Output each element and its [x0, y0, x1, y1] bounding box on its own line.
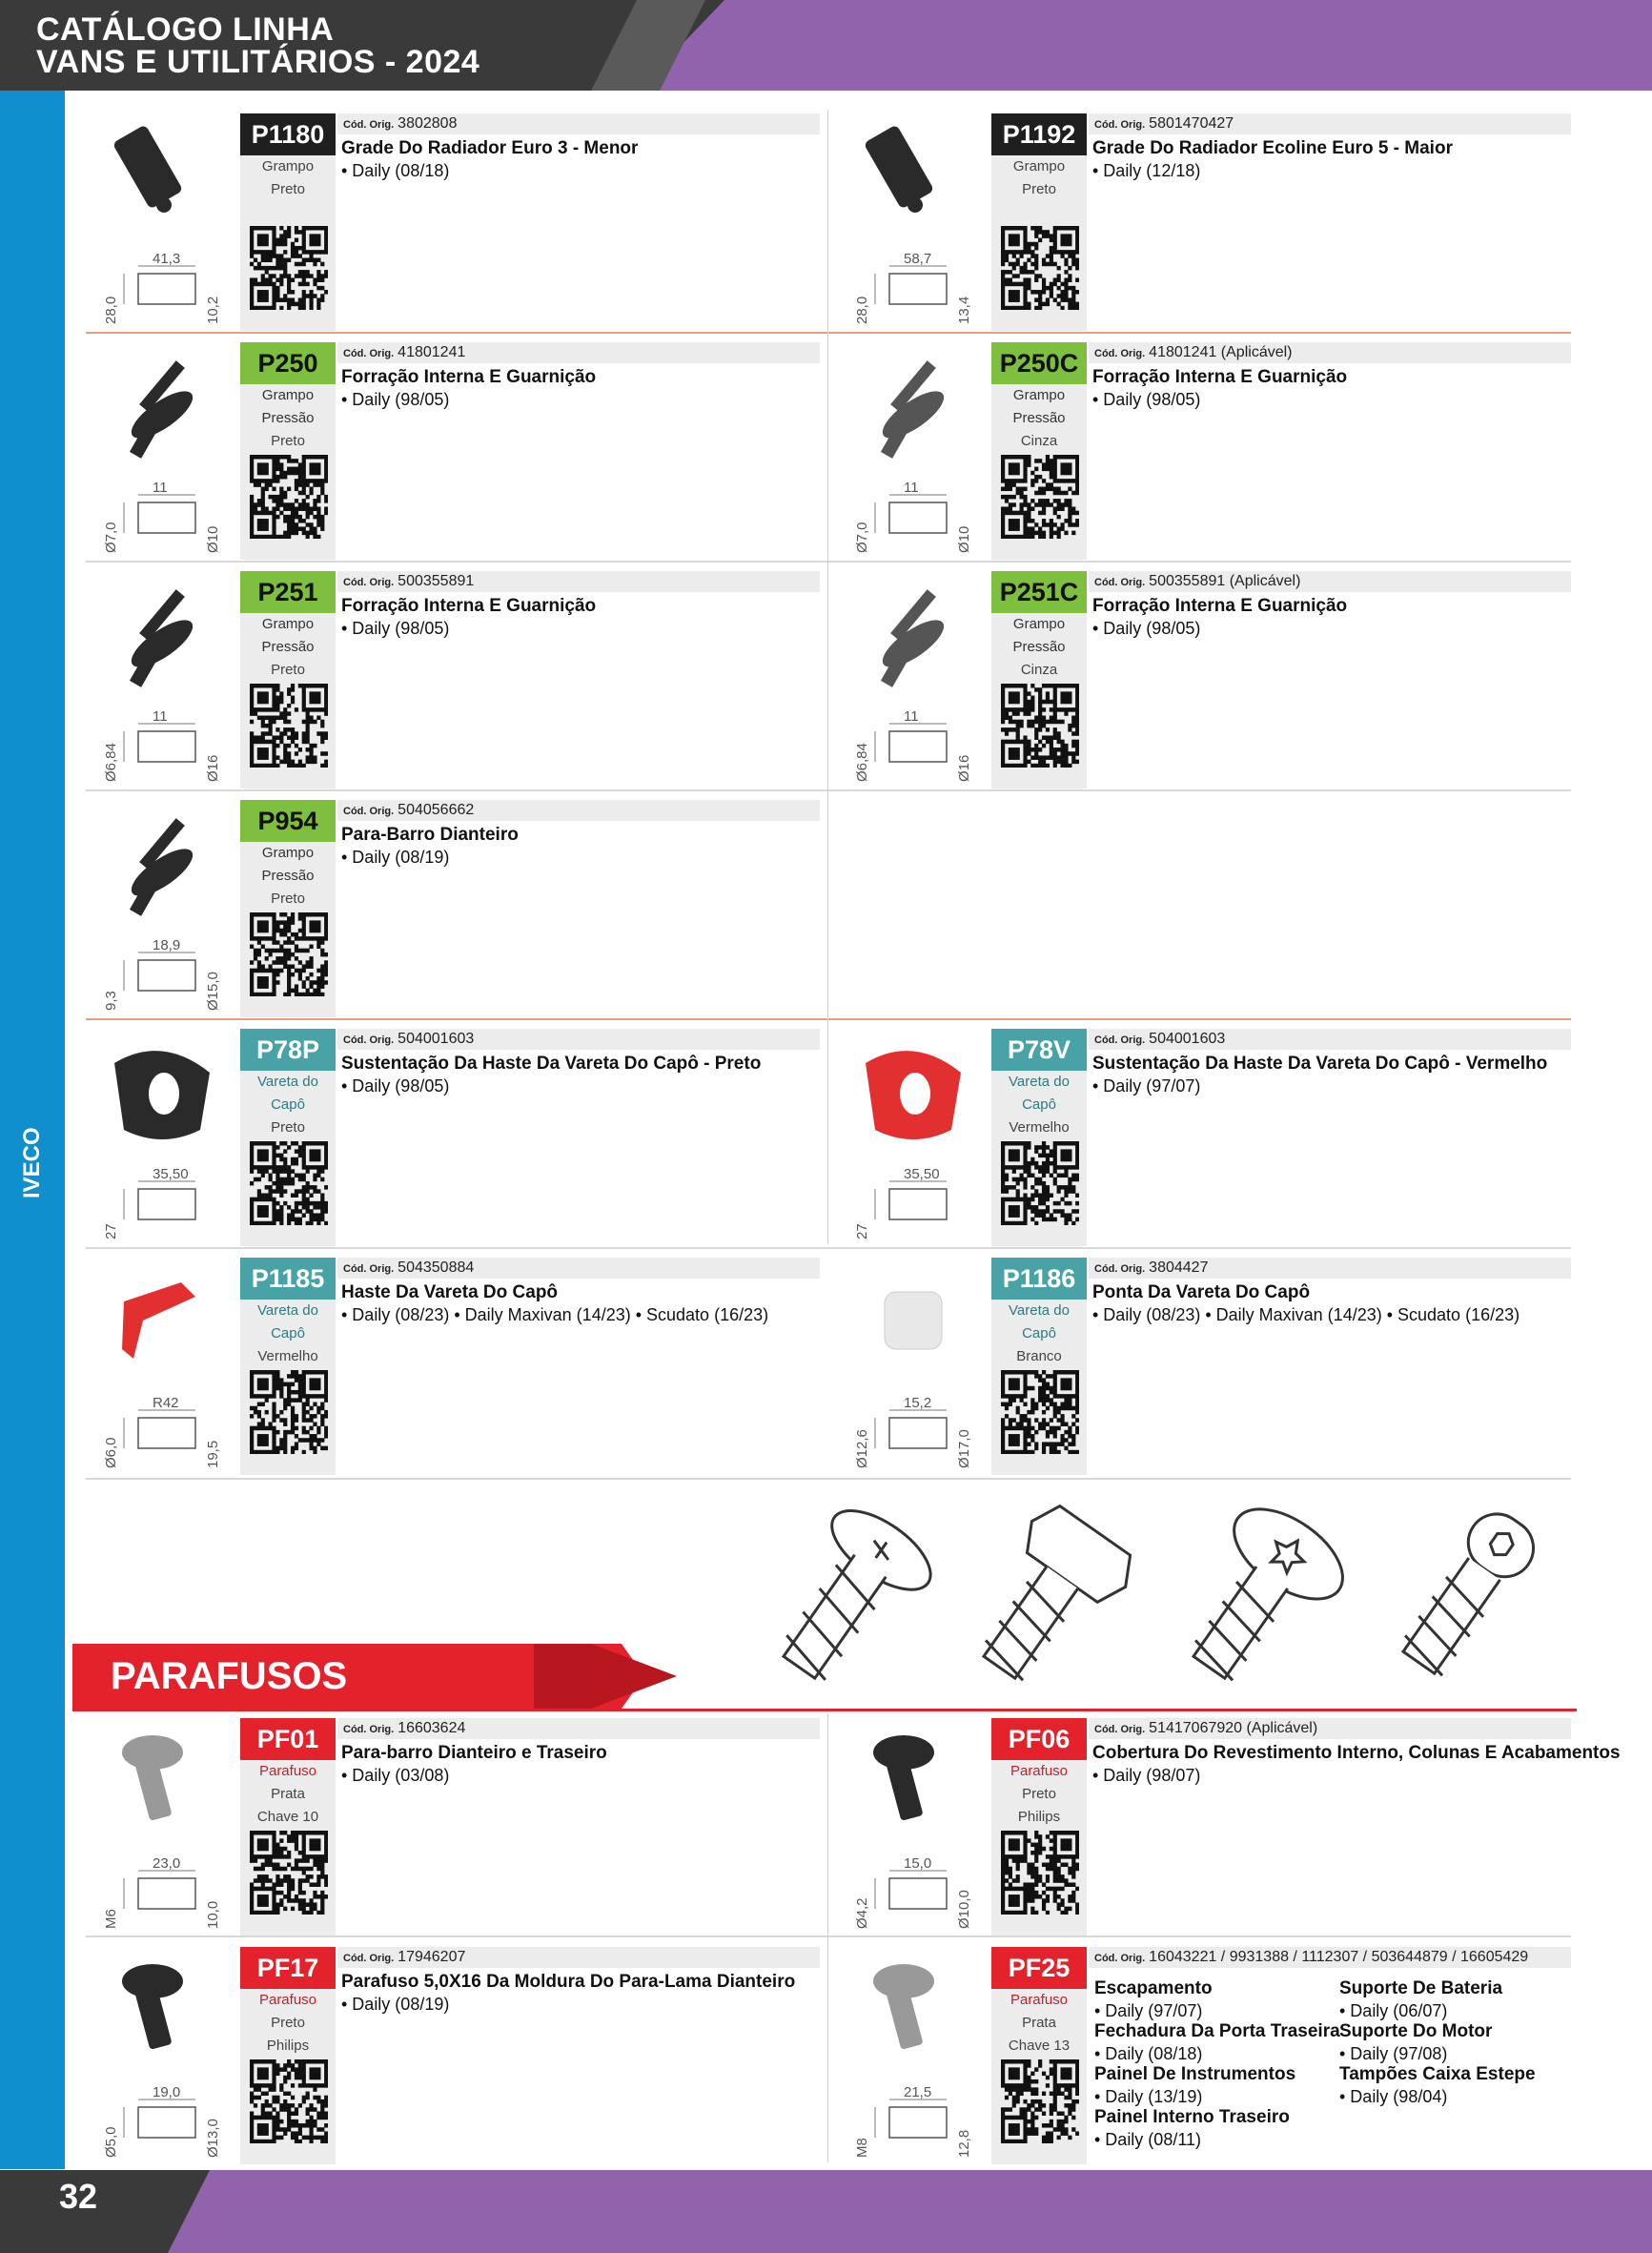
product-application: • Daily (08/23) • Daily Maxivan (14/23) • Scudato (16/23) — [341, 1305, 769, 1324]
qr-code[interactable] — [250, 1831, 328, 1915]
product-type: Parafuso — [258, 1992, 317, 2008]
product-color: Preto — [271, 433, 305, 449]
original-code-label: Cód. Orig. — [343, 1724, 395, 1735]
section-banner-accent — [534, 1644, 677, 1709]
product-code: PF17 — [240, 1947, 336, 1989]
original-code-value: 51417067920 (Aplicável) — [1149, 1720, 1318, 1736]
product-title: Parafuso 5,0X16 Da Moldura Do Para-Lama Dianteiro — [341, 1972, 796, 1992]
row-divider — [86, 1478, 1571, 1480]
original-code-label: Cód. Orig. — [1094, 577, 1146, 588]
catalog-title-line2: VANS E UTILITÁRIOS - 2024 — [36, 44, 480, 80]
original-code — [1089, 1258, 1571, 1279]
original-code — [1089, 113, 1571, 134]
dimension-label: 58,7 — [904, 251, 932, 267]
original-code-value: 41801241 (Aplicável) — [1149, 344, 1293, 360]
dimension-label: Ø17,0 — [956, 1429, 972, 1468]
product-application: • Daily (12/18) — [1092, 161, 1201, 180]
original-code-value: 16603624 — [398, 1720, 466, 1736]
dimension-label: Ø16 — [956, 754, 972, 782]
original-code — [337, 1718, 820, 1739]
original-code-value: 3804427 — [1149, 1260, 1209, 1276]
dimension-label: Ø10,0 — [956, 1890, 972, 1929]
product-title: Haste Da Vareta Do Capô — [341, 1282, 559, 1302]
application-title: Painel De Instrumentos — [1094, 2064, 1296, 2084]
product-code: P251 — [240, 571, 336, 613]
product-application: • Daily (98/07) — [1092, 1766, 1201, 1785]
original-code-label: Cód. Orig. — [343, 348, 395, 359]
qr-code[interactable] — [1001, 1831, 1079, 1915]
dimension-label: M6 — [103, 1909, 119, 1929]
original-code — [1089, 1029, 1571, 1050]
dimension-label: Ø5,0 — [103, 2126, 119, 2158]
qr-code[interactable] — [1001, 684, 1079, 768]
product-code: P250C — [991, 342, 1087, 384]
product-type: Vareta do Capô — [257, 1302, 318, 1342]
dimension-label: 13,4 — [956, 296, 972, 324]
section-underline — [72, 1709, 1577, 1711]
product-color: Prata — [1022, 2015, 1056, 2031]
product-type: Vareta do Capô — [257, 1074, 318, 1113]
product-type: Grampo Pressão — [261, 387, 315, 426]
product-image — [837, 1025, 989, 1246]
row-divider — [86, 789, 1571, 791]
catalog-title-line1: CATÁLOGO LINHA — [36, 11, 335, 48]
original-code-value: 504056662 — [398, 802, 475, 818]
dimension-label: 11 — [153, 708, 168, 725]
original-code — [1089, 1947, 1571, 1968]
product-image — [86, 1254, 238, 1475]
product-color: Preto — [271, 2015, 305, 2031]
product-title: Forração Interna E Guarnição — [341, 596, 597, 616]
product-extra: Chave 13 — [1008, 2038, 1071, 2054]
dimension-label: 10,2 — [205, 296, 221, 324]
product-type: Grampo Pressão — [1012, 616, 1066, 655]
dimension-label: 18,9 — [153, 937, 181, 953]
original-code — [337, 1258, 820, 1279]
product-code: P1185 — [240, 1258, 336, 1300]
qr-code[interactable] — [250, 2059, 328, 2143]
row-divider — [86, 332, 1571, 334]
qr-code[interactable] — [1001, 455, 1079, 539]
product-title: Sustentação Da Haste Da Vareta Do Capô - Vermelho — [1092, 1054, 1548, 1074]
product-card-p250 — [86, 338, 837, 560]
original-code-value: 504001603 — [398, 1031, 475, 1047]
product-title: Forração Interna E Guarnição — [1092, 596, 1348, 616]
qr-code[interactable] — [250, 226, 328, 310]
application-vehicle: • Daily (97/08) — [1339, 2043, 1448, 2063]
product-title: Para-barro Dianteiro e Traseiro — [341, 1743, 607, 1763]
product-title: Sustentação Da Haste Da Vareta Do Capô - Preto — [341, 1054, 762, 1074]
dimension-label: Ø12,6 — [854, 1429, 870, 1468]
product-application: • Daily (97/07) — [1092, 1076, 1201, 1096]
application-vehicle: • Daily (08/11) — [1094, 2129, 1202, 2149]
product-application: • Daily (98/05) — [1092, 390, 1201, 409]
brand-label: IVECO — [19, 1127, 45, 1198]
column-divider — [827, 1714, 828, 2162]
dimension-label: Ø6,0 — [103, 1437, 119, 1468]
catalog-title — [36, 13, 479, 78]
dimension-label: Ø13,0 — [205, 2119, 221, 2158]
original-code-value: 16043221 / 9931388 / 1112307 / 503644879 / 16605429 — [1149, 1949, 1529, 1965]
page-number: 32 — [59, 2177, 98, 2216]
product-type: Grampo — [261, 158, 315, 174]
product-type: Grampo Pressão — [1012, 387, 1066, 426]
product-type: Vareta do Capô — [1009, 1074, 1070, 1113]
product-image — [837, 110, 989, 331]
product-image — [837, 1943, 989, 2164]
product-color: Vermelho — [1009, 1119, 1070, 1136]
product-type: Vareta do Capô — [1009, 1302, 1070, 1342]
product-card-p250c — [837, 338, 1588, 560]
product-title: Cobertura Do Revestimento Interno, Colunas E Acabamentos — [1092, 1743, 1621, 1763]
dimension-label: R42 — [153, 1395, 179, 1411]
product-title: Forração Interna E Guarnição — [341, 367, 597, 387]
product-application: • Daily (08/19) — [341, 848, 450, 867]
dimension-label: Ø10 — [956, 525, 972, 553]
original-code-value: 3802808 — [398, 115, 458, 132]
product-extra: Chave 10 — [256, 1809, 319, 1825]
product-code: P1180 — [240, 113, 336, 155]
application-title: Fechadura Da Porta Traseira — [1094, 2021, 1340, 2041]
page-footer — [0, 2170, 1652, 2253]
product-image — [86, 110, 238, 331]
dimension-label: 28,0 — [854, 296, 870, 324]
product-type: Grampo Pressão — [261, 845, 315, 884]
original-code-label: Cód. Orig. — [1094, 348, 1146, 359]
product-extra: Philips — [1017, 1809, 1061, 1825]
dimension-label: Ø7,0 — [103, 522, 119, 553]
product-card-pf06 — [837, 1714, 1621, 1936]
original-code-value: 41801241 — [398, 344, 466, 360]
dimension-label: 9,3 — [103, 991, 119, 1011]
original-code — [337, 1029, 820, 1050]
product-type: Parafuso — [1010, 1992, 1069, 2008]
dimension-label: 11 — [904, 708, 919, 725]
dimension-label: 10,0 — [205, 1900, 221, 1929]
qr-code[interactable] — [1001, 1141, 1079, 1225]
qr-code[interactable] — [1001, 2059, 1079, 2143]
original-code — [337, 113, 820, 134]
qr-code[interactable] — [250, 1370, 328, 1454]
product-card-p251 — [86, 567, 837, 789]
original-code-label: Cód. Orig. — [1094, 1034, 1146, 1046]
row-divider — [86, 561, 1571, 563]
dimension-label: 11 — [904, 480, 919, 496]
product-color: Preto — [271, 891, 305, 907]
dimension-label: 21,5 — [904, 2084, 932, 2100]
qr-code[interactable] — [250, 1141, 328, 1225]
dimension-label: 19,5 — [205, 1440, 221, 1468]
original-code-label: Cód. Orig. — [343, 1034, 395, 1046]
section-title-parafusos: PARAFUSOS — [111, 1655, 348, 1697]
original-code-label: Cód. Orig. — [343, 1953, 395, 1964]
qr-code[interactable] — [1001, 1370, 1079, 1454]
product-image — [837, 567, 989, 789]
product-code: P1186 — [991, 1258, 1087, 1300]
product-image — [86, 1714, 238, 1936]
dimension-label: Ø10 — [205, 525, 221, 553]
row-divider — [86, 1247, 1571, 1249]
product-code: P78V — [991, 1029, 1087, 1071]
application-vehicle: • Daily (97/07) — [1094, 2000, 1203, 2020]
original-code-value: 5801470427 — [1149, 115, 1234, 132]
dimension-label: 28,0 — [103, 296, 119, 324]
dimension-label: 11 — [153, 480, 168, 496]
original-code — [337, 342, 820, 363]
original-code-label: Cód. Orig. — [343, 1263, 395, 1275]
original-code-value: 504350884 — [398, 1260, 475, 1276]
dimension-label: 15,2 — [904, 1395, 932, 1411]
product-application: • Daily (98/05) — [341, 1076, 450, 1096]
dimension-label: 35,50 — [904, 1166, 940, 1182]
original-code-label: Cód. Orig. — [1094, 1953, 1146, 1964]
product-card-pf17 — [86, 1943, 837, 2164]
original-code-value: 17946207 — [398, 1949, 466, 1965]
original-code-label: Cód. Orig. — [343, 806, 395, 817]
application-vehicle: • Daily (98/04) — [1339, 2086, 1448, 2106]
dimension-label: Ø15,0 — [205, 972, 221, 1011]
product-image — [837, 1254, 989, 1475]
original-code — [337, 571, 820, 592]
product-code: P1192 — [991, 113, 1087, 155]
product-code: PF01 — [240, 1718, 336, 1760]
dimension-label: Ø6,84 — [103, 743, 119, 782]
application-vehicle: • Daily (08/18) — [1094, 2043, 1203, 2063]
dimension-label: 12,8 — [956, 2129, 972, 2158]
original-code-value: 500355891 (Aplicável) — [1149, 573, 1301, 589]
dimension-label: 15,0 — [904, 1855, 932, 1872]
dimension-label: 27 — [103, 1223, 119, 1239]
original-code — [337, 1947, 820, 1968]
dimension-label: Ø7,0 — [854, 522, 870, 553]
product-image — [86, 1943, 238, 2164]
product-application: • Daily (08/23) • Daily Maxivan (14/23) • Scudato (16/23) — [1092, 1305, 1520, 1324]
product-type: Grampo — [1012, 158, 1066, 174]
product-application: • Daily (98/05) — [341, 619, 450, 638]
original-code-label: Cód. Orig. — [343, 577, 395, 588]
product-image — [837, 1714, 989, 1936]
original-code-label: Cód. Orig. — [1094, 1263, 1146, 1275]
product-card-p1192 — [837, 110, 1588, 331]
pf25-applications-right — [1339, 1978, 1536, 2107]
application-vehicle: • Daily (06/07) — [1339, 2000, 1448, 2020]
original-code-value: 500355891 — [398, 573, 475, 589]
product-card-p1180 — [86, 110, 837, 331]
product-title: Para-Barro Dianteiro — [341, 825, 519, 845]
product-image — [86, 796, 238, 1017]
screws-illustration — [705, 1502, 1563, 1702]
product-color: Preto — [271, 1119, 305, 1136]
product-application: • Daily (08/19) — [341, 1995, 450, 2014]
product-application: • Daily (98/05) — [1092, 619, 1201, 638]
product-color: Cinza — [1020, 433, 1058, 449]
product-color: Preto — [271, 181, 305, 197]
original-code — [1089, 342, 1571, 363]
product-color: Cinza — [1020, 662, 1058, 678]
pf25-applications-left — [1094, 1978, 1340, 2150]
product-color: Preto — [1022, 181, 1056, 197]
product-title: Forração Interna E Guarnição — [1092, 367, 1348, 387]
product-extra: Philips — [266, 2038, 310, 2054]
original-code — [1089, 1718, 1571, 1739]
column-divider — [827, 110, 828, 1244]
product-title: Grade Do Radiador Euro 3 - Menor — [341, 138, 639, 158]
original-code-value: 504001603 — [1149, 1031, 1226, 1047]
product-application: • Daily (03/08) — [341, 1766, 450, 1785]
product-application: • Daily (98/05) — [341, 390, 450, 409]
qr-code[interactable] — [250, 684, 328, 768]
qr-code[interactable] — [250, 912, 328, 996]
product-title: Ponta Da Vareta Do Capô — [1092, 1282, 1311, 1302]
original-code — [1089, 571, 1571, 592]
product-title: Grade Do Radiador Ecoline Euro 5 - Maior — [1092, 138, 1453, 158]
row-divider — [86, 1018, 1571, 1020]
product-image — [86, 567, 238, 789]
product-code: P251C — [991, 571, 1087, 613]
application-title: Painel Interno Traseiro — [1094, 2107, 1290, 2127]
row-divider — [86, 1936, 1571, 1937]
original-code-label: Cód. Orig. — [1094, 1724, 1146, 1735]
product-card-p1186 — [837, 1254, 1588, 1475]
application-title: Suporte Do Motor — [1339, 2021, 1493, 2041]
product-code: PF25 — [991, 1947, 1087, 1989]
product-type: Parafuso — [258, 1763, 317, 1779]
dimension-label: Ø16 — [205, 754, 221, 782]
product-code: P954 — [240, 800, 336, 842]
product-image — [837, 338, 989, 560]
product-code: P250 — [240, 342, 336, 384]
qr-code[interactable] — [250, 455, 328, 539]
product-color: Branco — [1016, 1348, 1062, 1364]
product-application: • Daily (08/18) — [341, 161, 450, 180]
dimension-label: 19,0 — [153, 2084, 181, 2100]
product-type: Parafuso — [1010, 1763, 1069, 1779]
original-code-label: Cód. Orig. — [1094, 119, 1146, 131]
dimension-label: 27 — [854, 1223, 870, 1239]
product-card-p1185 — [86, 1254, 837, 1475]
original-code — [337, 800, 820, 821]
dimension-label: 35,50 — [153, 1166, 189, 1182]
product-card-p78p — [86, 1025, 837, 1246]
dimension-label: M8 — [854, 2138, 870, 2158]
dimension-label: Ø6,84 — [854, 743, 870, 782]
application-title: Suporte De Bateria — [1339, 1978, 1503, 1998]
dimension-label: 41,3 — [153, 251, 181, 267]
application-vehicle: • Daily (13/19) — [1094, 2086, 1203, 2106]
application-title: Tampões Caixa Estepe — [1339, 2064, 1536, 2084]
product-card-p954 — [86, 796, 837, 1017]
product-card-p251c — [837, 567, 1588, 789]
product-image — [86, 1025, 238, 1246]
product-image — [86, 338, 238, 560]
product-color: Preto — [1022, 1786, 1056, 1802]
dimension-label: 23,0 — [153, 1855, 181, 1872]
product-code: PF06 — [991, 1718, 1087, 1760]
product-color: Vermelho — [257, 1348, 318, 1364]
product-code: P78P — [240, 1029, 336, 1071]
product-color: Prata — [271, 1786, 305, 1802]
dimension-label: Ø4,2 — [854, 1897, 870, 1929]
product-type: Grampo Pressão — [261, 616, 315, 655]
application-title: Escapamento — [1094, 1978, 1213, 1998]
product-card-pf01 — [86, 1714, 837, 1936]
product-color: Preto — [271, 662, 305, 678]
original-code-label: Cód. Orig. — [343, 119, 395, 131]
qr-code[interactable] — [1001, 226, 1079, 310]
product-card-p78v — [837, 1025, 1588, 1246]
